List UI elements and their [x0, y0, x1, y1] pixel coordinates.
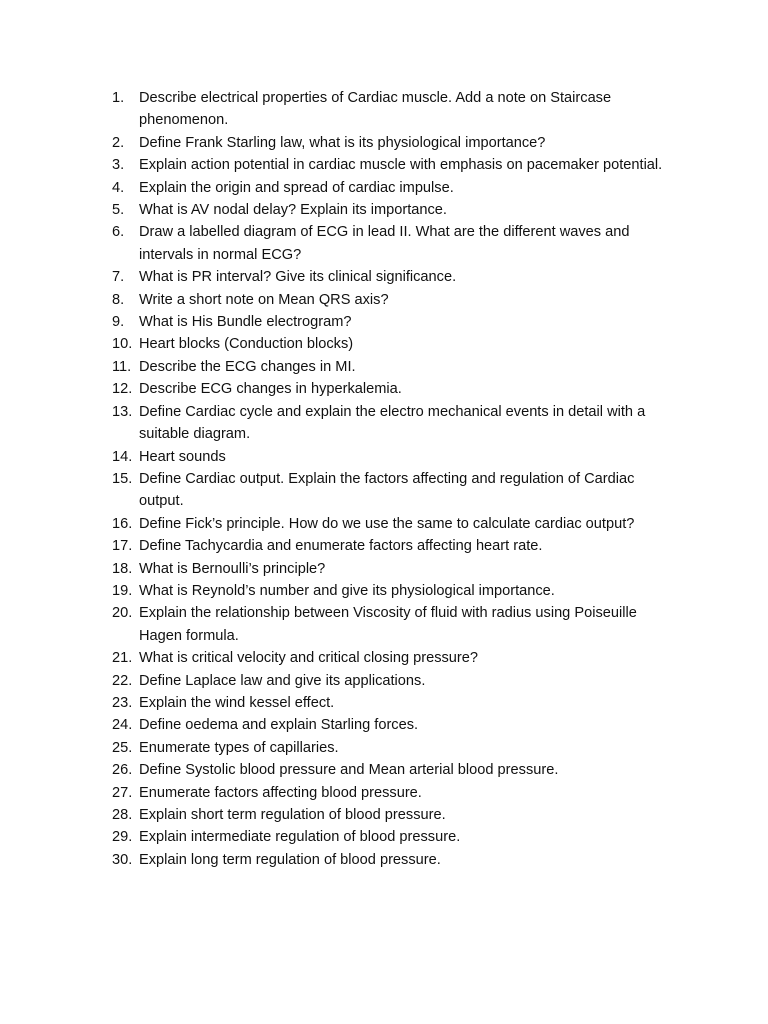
question-text: Explain the relationship between Viscosity of fluid with radius using Poiseuille Hagen formula.	[139, 605, 637, 644]
list-item	[112, 826, 682, 848]
list-item	[112, 535, 682, 557]
list-item	[112, 132, 682, 154]
question-number: 19.	[112, 582, 133, 599]
question-number: 3.	[112, 157, 125, 174]
question-text: Heart sounds	[139, 448, 226, 465]
question-number: 30.	[112, 851, 133, 868]
question-number: 8.	[112, 291, 125, 308]
question-number: 2.	[112, 134, 125, 151]
list-item	[112, 714, 682, 736]
question-number: 16.	[112, 515, 133, 532]
question-number: 21.	[112, 650, 133, 667]
list-item	[112, 692, 682, 714]
question-number: 26.	[112, 762, 133, 779]
question-text: Define Cardiac cycle and explain the electro mechanical events in detail with a suitable diagram.	[139, 403, 646, 443]
question-number: 11.	[112, 358, 132, 375]
list-item	[112, 602, 682, 647]
question-number: 4.	[112, 179, 125, 196]
question-number: 28.	[112, 807, 133, 823]
list-item	[112, 849, 682, 871]
question-text: Describe electrical properties of Cardiac muscle. Add a note on Staircase phenomenon.	[139, 90, 612, 129]
question-text: Explain action potential in cardiac muscle with emphasis on pacemaker potential.	[139, 157, 663, 174]
question-text: What is His Bundle electrogram?	[139, 314, 352, 331]
question-text: Enumerate factors affecting blood pressure.	[139, 784, 422, 801]
question-text: Define Systolic blood pressure and Mean arterial blood pressure.	[139, 762, 559, 779]
list-item	[112, 266, 682, 288]
question-text: What is Bernoulli’s principle?	[139, 560, 326, 577]
question-text: Enumerate types of capillaries.	[139, 739, 339, 756]
question-number: 29.	[112, 829, 133, 846]
list-item	[112, 154, 682, 176]
question-text: What is critical velocity and critical closing pressure?	[139, 650, 479, 667]
question-number: 25.	[112, 739, 133, 756]
list-item	[112, 468, 682, 513]
list-item	[112, 289, 682, 311]
list-item	[112, 378, 682, 400]
list-item	[112, 356, 682, 378]
question-text: Define Fick’s principle. How do we use the same to calculate cardiac output?	[139, 515, 635, 532]
question-number: 6.	[112, 224, 125, 241]
list-item	[112, 737, 682, 759]
question-number: 22.	[112, 672, 133, 689]
question-number: 7.	[112, 269, 125, 286]
question-number: 5.	[112, 202, 125, 219]
question-text: What is AV nodal delay? Explain its importance.	[139, 202, 447, 219]
question-text: Define Cardiac output. Explain the factors affecting and regulation of Cardiac output.	[139, 470, 635, 510]
list-item	[112, 333, 682, 355]
list-item	[112, 87, 682, 132]
list-item	[112, 759, 682, 781]
question-text: Describe ECG changes in hyperkalemia.	[139, 381, 402, 398]
question-text: Describe the ECG changes in MI.	[139, 358, 356, 375]
question-text: Explain the wind kessel effect.	[139, 694, 335, 711]
question-number: 12.	[112, 381, 133, 398]
question-number: 14.	[112, 448, 133, 465]
question-number: 10.	[112, 336, 133, 353]
list-item	[112, 647, 682, 669]
list-item	[112, 804, 682, 826]
question-text: Heart blocks (Conduction blocks)	[139, 336, 354, 353]
list-item	[112, 580, 682, 602]
question-text: Define oedema and explain Starling forces.	[139, 717, 419, 734]
list-item	[112, 513, 682, 535]
list-item	[112, 311, 682, 333]
question-text: Explain short term regulation of blood pressure.	[139, 807, 446, 823]
list-item	[112, 221, 682, 266]
question-number: 1.	[112, 90, 125, 106]
question-text: Explain intermediate regulation of blood pressure.	[139, 829, 461, 846]
list-item	[112, 670, 682, 692]
list-item	[112, 401, 682, 446]
question-number: 15.	[112, 470, 133, 487]
list-item	[112, 199, 682, 221]
question-number: 27.	[112, 784, 133, 801]
question-number: 24.	[112, 717, 133, 734]
list-item	[112, 177, 682, 199]
question-number: 17.	[112, 538, 133, 555]
question-number: 20.	[112, 605, 133, 622]
list-item	[112, 558, 682, 580]
question-number: 13.	[112, 403, 133, 420]
list-item	[112, 782, 682, 804]
question-number: 18.	[112, 560, 133, 577]
question-text: What is PR interval? Give its clinical significance.	[139, 269, 457, 286]
question-text: Define Frank Starling law, what is its physiological importance?	[139, 134, 546, 151]
question-text: Explain long term regulation of blood pressure.	[139, 851, 441, 868]
question-text: Define Tachycardia and enumerate factors affecting heart rate.	[139, 538, 543, 555]
question-text: Explain the origin and spread of cardiac impulse.	[139, 179, 454, 196]
question-text: Define Laplace law and give its applications.	[139, 672, 426, 689]
question-number: 23.	[112, 694, 133, 711]
question-list	[112, 87, 682, 871]
list-item	[112, 446, 682, 468]
question-text: Draw a labelled diagram of ECG in lead II. What are the different waves and intervals in normal ECG?	[139, 224, 630, 263]
question-text: What is Reynold’s number and give its physiological importance.	[139, 582, 555, 599]
question-number: 9.	[112, 314, 125, 331]
question-text: Write a short note on Mean QRS axis?	[139, 291, 389, 308]
